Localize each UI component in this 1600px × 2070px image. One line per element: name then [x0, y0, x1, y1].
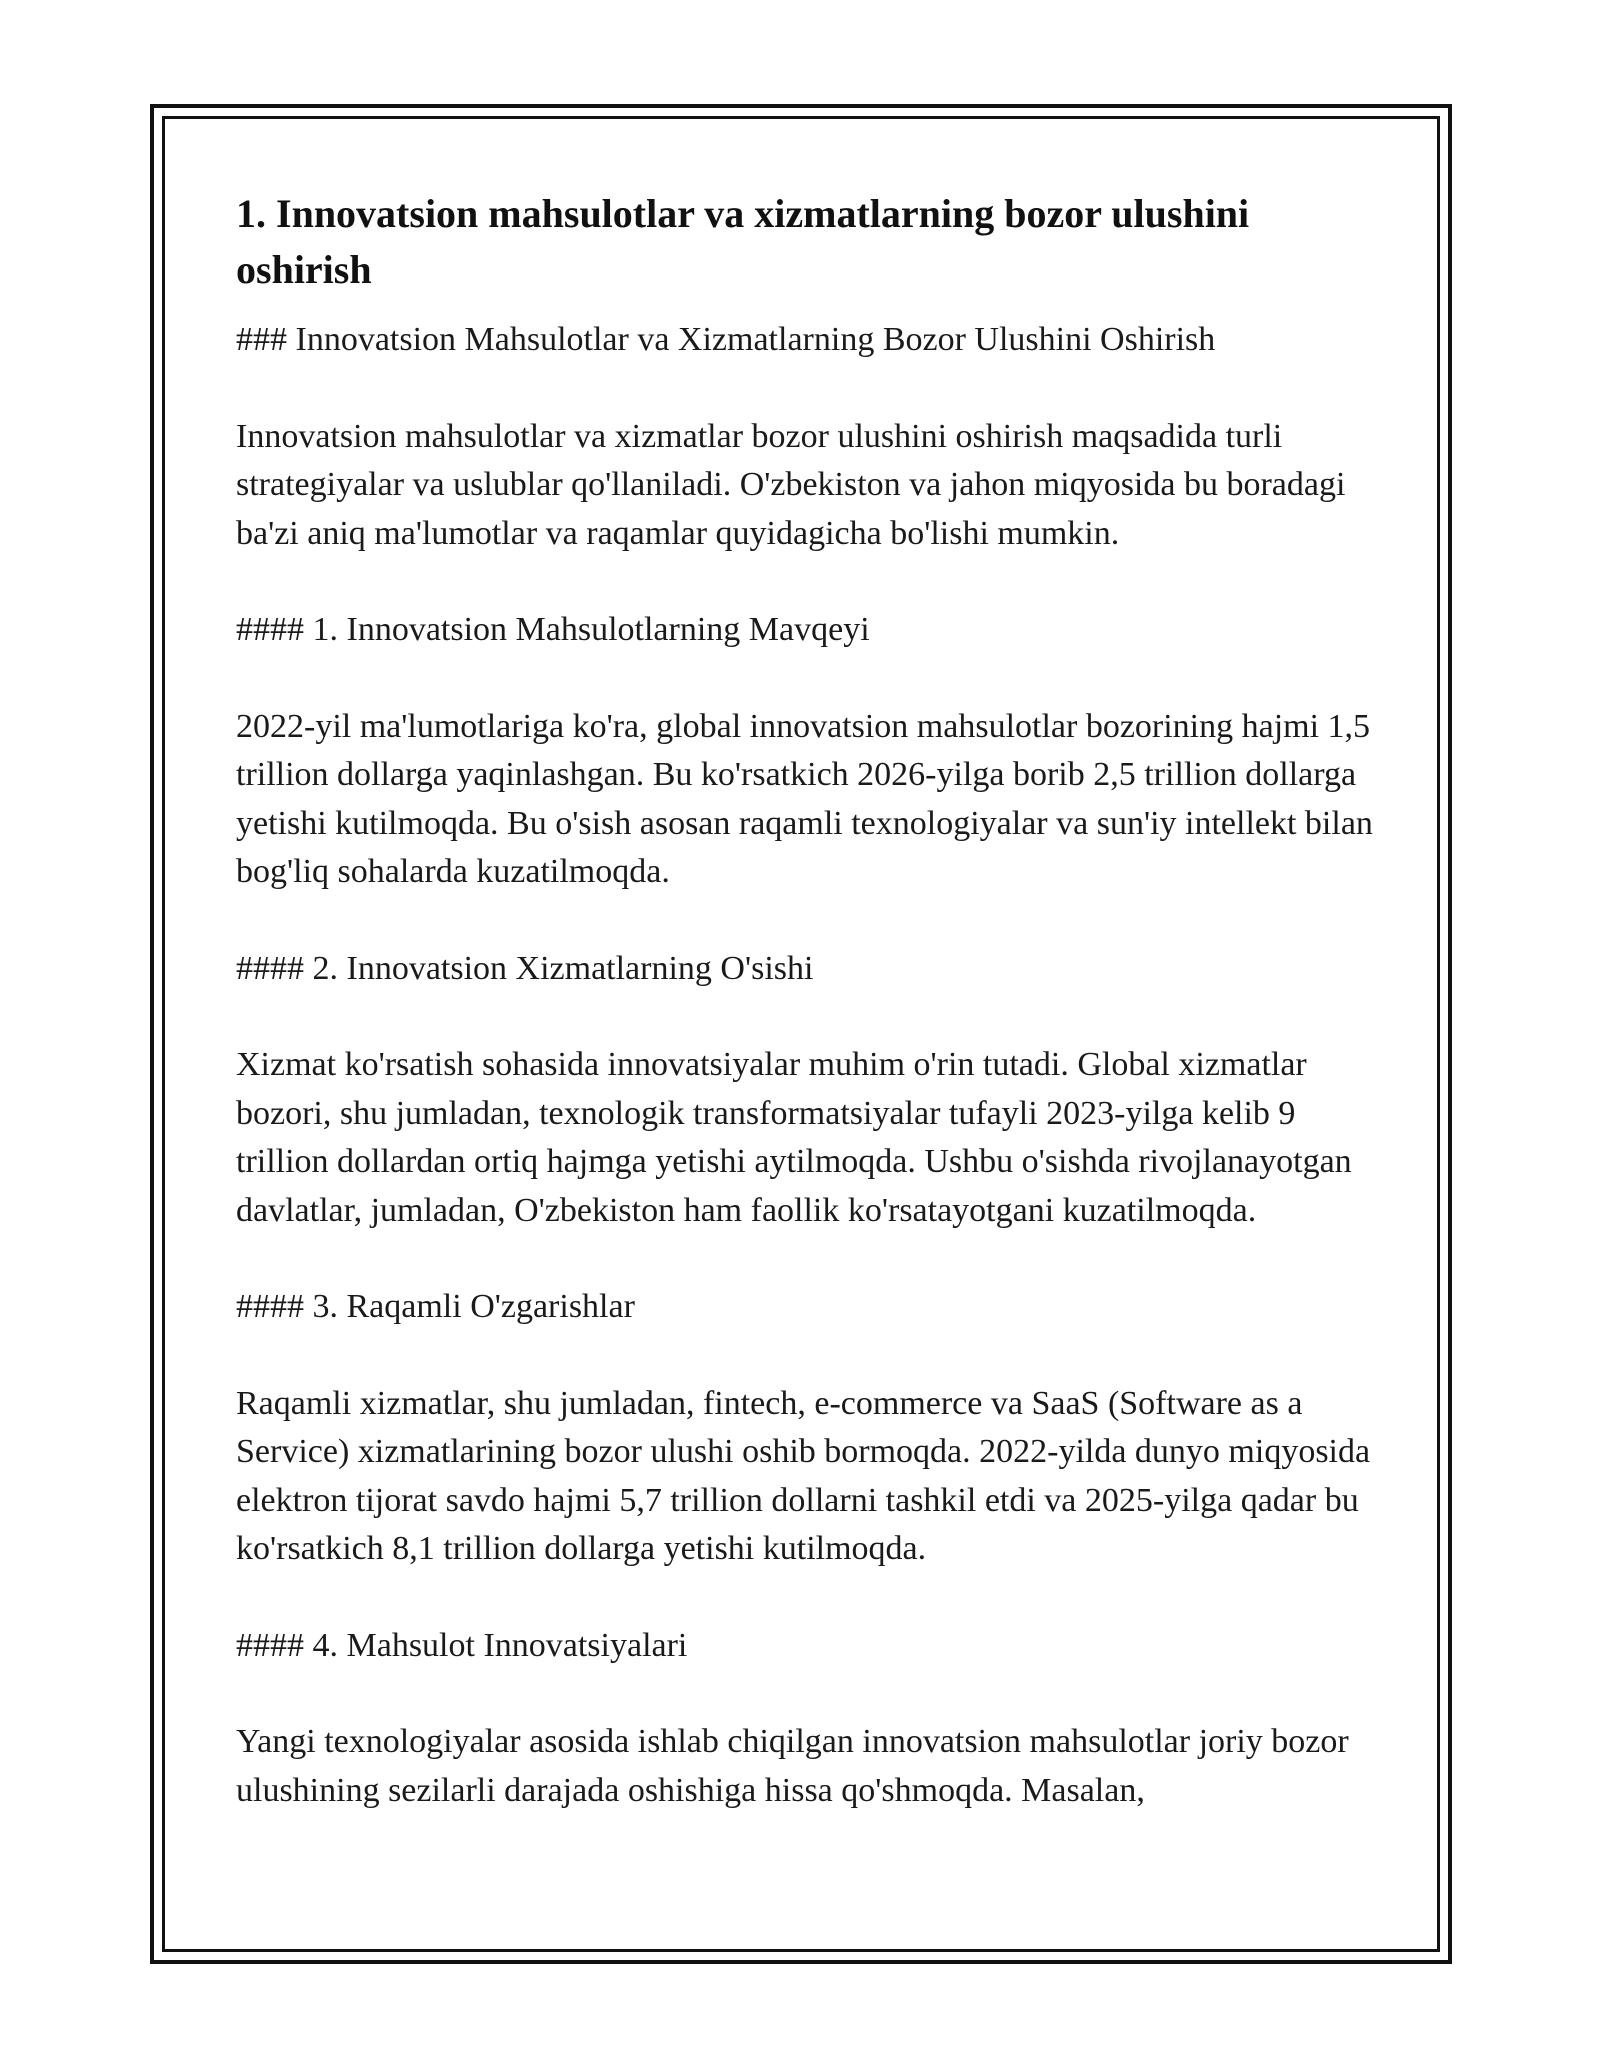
section-body-3: Raqamli xizmatlar, shu jumladan, fintech, e-commerce va SaaS (Software as a Service) xizmatlarining bozor ulushi oshib bormoqda. 2022-yilda dunyo miqyosida elektron tijorat savdo hajmi 5,7 trillion dollarni tashkil etdi va 2025-yilga qadar bu ko'rsatkich 8,1 trillion dollarga yetishi kutilmoqda. — [236, 1384, 1371, 1567]
section-body-2: Xizmat ko'rsatish sohasida innovatsiyalar muhim o'rin tutadi. Global xizmatlar bozori, shu jumladan, texnologik transformatsiyalar tufayli 2023-yilga kelib 9 trillion dollardan ortiq hajmga yetishi aytilmoqda. Ushbu o'sishda rivojlanayotgan davlatlar, jumladan, O'zbekiston ham faollik ko'rsatayotgani kuzatilmoqda. — [236, 1046, 1352, 1229]
section-heading-3: #### 3. Raqamli O'zgarishlar — [236, 1288, 635, 1325]
section-body-1: 2022-yil ma'lumotlariga ko'ra, global innovatsion mahsulotlar bozorining hajmi 1,5 trillion dollarga yaqinlashgan. Bu ko'rsatkich 2026-yilga borib 2,5 trillion dollarga yetishi kutilmoqda. Bu o'sish asosan raqamli texnologiyalar va sun'iy intellekt bilan bog'liq sohalarda kuzatilmoqda. — [236, 707, 1373, 890]
intro-paragraph: Innovatsion mahsulotlar va xizmatlar bozor ulushini oshirish maqsadida turli strategiyalar va uslublar qo'llaniladi. O'zbekiston va jahon miqyosida bu boradagi ba'zi aniq ma'lumotlar va raqamlar quyidagicha bo'lishi mumkin. — [236, 417, 1346, 552]
document-body — [236, 186, 1376, 1863]
document-title: 1. Innovatsion mahsulotlar va xizmatlarning bozor ulushini oshirish — [236, 191, 1250, 292]
section-heading-2: #### 2. Innovatsion Xizmatlarning O'sishi — [236, 949, 814, 987]
section-heading-1: #### 1. Innovatsion Mahsulotlarning Mavqeyi — [236, 611, 870, 648]
document-subtitle: ### Innovatsion Mahsulotlar va Xizmatlarning Bozor Ulushini Oshirish — [236, 321, 1216, 358]
section-body-4: Yangi texnologiyalar asosida ishlab chiqilgan innovatsion mahsulotlar joriy bozor ulushining sezilarli darajada oshishiga hissa qo'shmoqda. Masalan, — [236, 1723, 1349, 1809]
section-heading-4: #### 4. Mahsulot Innovatsiyalari — [236, 1626, 688, 1664]
